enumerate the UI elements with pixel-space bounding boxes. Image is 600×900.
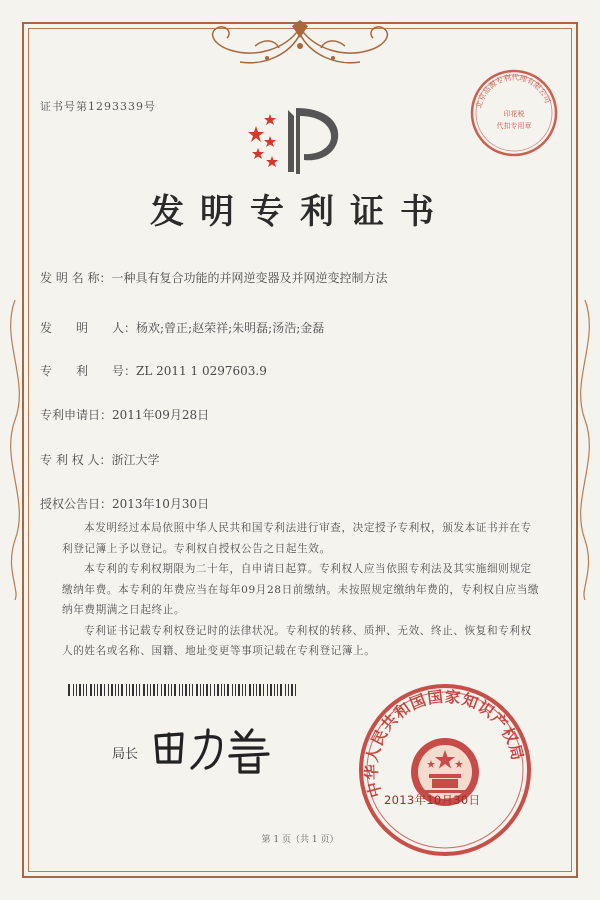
body-paragraph-2: 本专利的专利权期限为二十年，自申请日起算。专利权人应当依照专利法及其实施细则规定缴纳年费。本专利的年费应当在每年09月28日前缴纳。未按照规定缴纳年费的，专利权自应当缴纳年费期满之日起终止。 <box>62 563 540 616</box>
body-paragraph-3: 专利证书记载专利权登记时的法律状况。专利权的转移、质押、无效、终止、恢复和专利权人的姓名或名称、国籍、地址变更等事项记载在专利登记簿上。 <box>62 624 532 657</box>
patent-number-row <box>40 362 267 379</box>
certificate-body <box>62 518 540 662</box>
page-title: 发明专利证书 <box>150 192 450 232</box>
top-ornament-icon <box>195 20 405 72</box>
inventors-row <box>40 319 324 336</box>
patent-office-emblem-icon <box>248 100 358 180</box>
grant-date-row <box>40 495 209 512</box>
body-paragraph-1: 本发明经过本局依照中华人民共和国专利法进行审查，决定授予专利权，颁发本证书并在专利登记簿上予以登记。专利权自授权公告之日起生效。 <box>62 522 532 555</box>
invention-name-label: 发 明 名 称： <box>40 271 112 285</box>
svg-text:北京品源专利代理有限公司: 北京品源专利代理有限公司 <box>474 72 553 110</box>
director-label: 局长 <box>112 747 139 762</box>
grant-date-label: 授权公告日： <box>40 497 113 511</box>
page-number: 第 1 页（共 1 页） <box>261 835 339 845</box>
filing-date-row <box>40 406 209 423</box>
patentee-value: 浙江大学 <box>111 453 160 467</box>
inventors-label: 发 明 人： <box>40 321 137 335</box>
right-corner-ornament-icon <box>570 300 600 600</box>
patentee-label: 专 利 权 人： <box>40 453 112 467</box>
patentee-row <box>40 451 159 468</box>
filing-date-value: 2011年09月28日 <box>112 408 210 422</box>
filing-date-label: 专利申请日： <box>40 408 113 422</box>
svg-text:代扣专用章: 代扣专用章 <box>496 122 532 130</box>
director-signature-icon <box>150 722 280 774</box>
svg-text:中华人民共和国国家知识产权局: 中华人民共和国国家知识产权局 <box>362 687 527 800</box>
left-corner-ornament-icon <box>0 300 30 600</box>
inventors-value: 杨欢;曾正;赵荣祥;朱明磊;汤浩;金磊 <box>136 321 325 335</box>
seal-date: 2013年10月30日 <box>384 793 481 807</box>
barcode-icon <box>68 684 300 696</box>
svg-text:印花税: 印花税 <box>503 110 525 118</box>
patent-number-value: ZL 2011 1 0297603.9 <box>136 364 267 378</box>
certificate-number: 证书号第1293339号 <box>40 100 156 113</box>
invention-name-row <box>40 269 387 286</box>
grant-date-value: 2013年10月30日 <box>112 497 210 511</box>
agency-seal-icon <box>469 68 559 158</box>
patent-number-label: 专 利 号： <box>40 364 137 378</box>
invention-name-value: 一种具有复合功能的并网逆变器及并网逆变控制方法 <box>111 271 388 285</box>
